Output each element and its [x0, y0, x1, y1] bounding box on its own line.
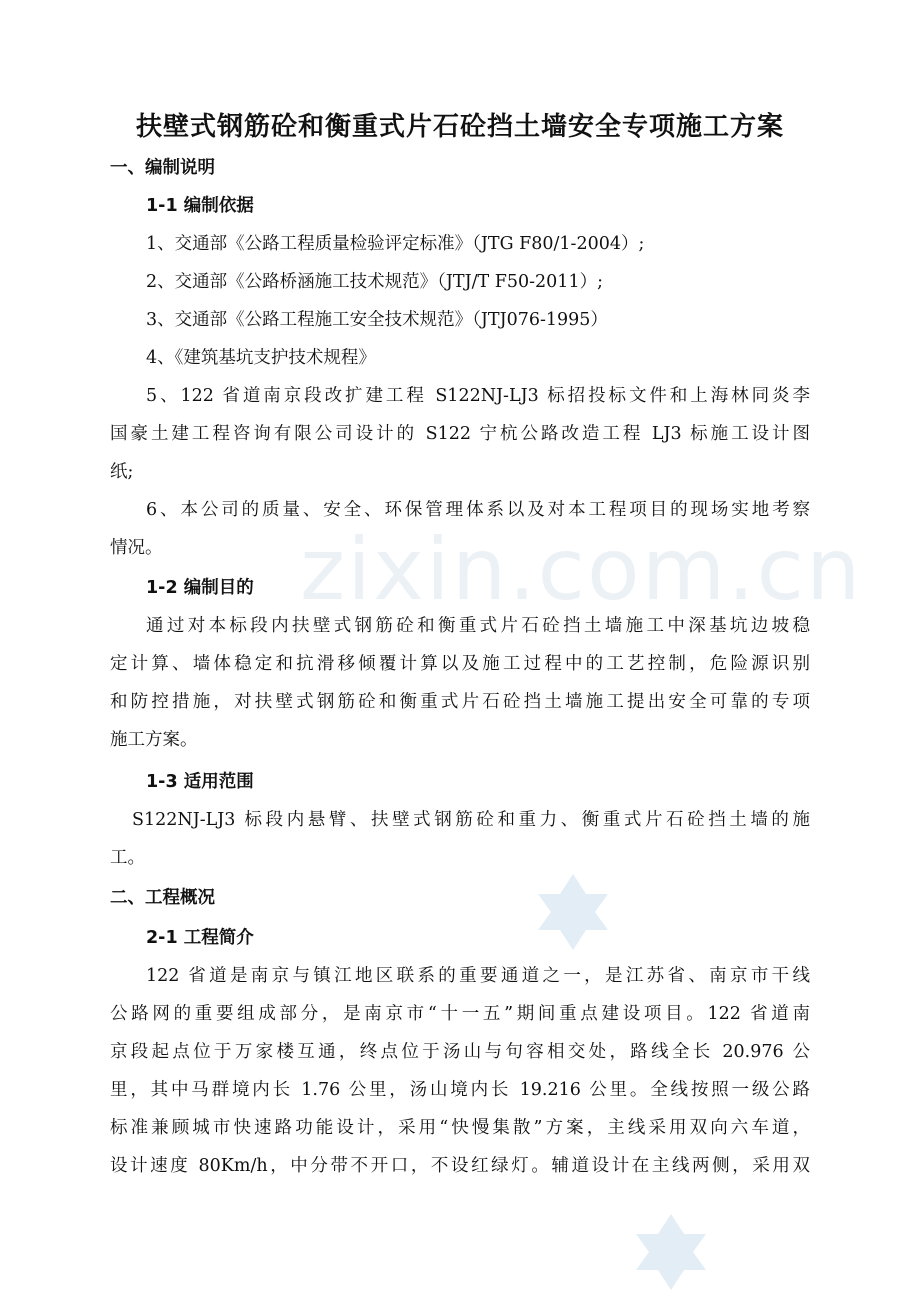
- purpose-line-4: 施工方案。: [110, 730, 198, 750]
- intro-line-6: 设计速度 80Km/h，中分带不开口，不设红绿灯。辅道设计在主线两侧，采用双: [110, 1156, 810, 1176]
- intro-line-3: 京段起点位于万家楼互通，终点位于汤山与句容相交处，路线全长 20.976 公: [110, 1042, 810, 1062]
- basis-item-6-line-2: 情况。: [110, 538, 163, 558]
- basis-item-4: 4、《建筑基坑支护技术规程》: [146, 348, 376, 368]
- section2-heading: 二、工程概况: [110, 888, 215, 908]
- basis-item-6-line-1: 6、本公司的质量、安全、环保管理体系以及对本工程项目的现场实地考察: [146, 500, 810, 520]
- purpose-line-1: 通过对本标段内扶壁式钢筋砼和衡重式片石砼挡土墙施工中深基坑边坡稳: [146, 616, 810, 636]
- watermark-snowflake-icon-2: [626, 1212, 716, 1292]
- purpose-line-2: 定计算、墙体稳定和抗滑移倾覆计算以及施工过程中的工艺控制，危险源识别: [110, 654, 810, 674]
- section1-sub1-heading: 1-1 编制依据: [146, 196, 254, 216]
- section1-heading: 一、编制说明: [110, 158, 215, 178]
- basis-item-1: 1、交通部《公路工程质量检验评定标准》（JTG F80/1-2004）;: [146, 234, 645, 254]
- intro-line-4: 里，其中马群境内长 1.76 公里，汤山境内长 19.216 公里。全线按照一级公路: [110, 1080, 810, 1100]
- watermark-text: zixin.com.cn: [300, 520, 863, 620]
- scope-line-1: S122NJ-LJ3 标段内悬臂、扶壁式钢筋砼和重力、衡重式片石砼挡土墙的施: [132, 810, 810, 830]
- section2-sub1-heading: 2-1 工程简介: [146, 928, 254, 948]
- watermark-snowflake-icon: [528, 872, 618, 952]
- intro-line-5: 标准兼顾城市快速路功能设计，采用“快慢集散”方案，主线采用双向六车道，: [110, 1118, 810, 1138]
- scope-line-2: 工。: [110, 848, 145, 868]
- basis-item-3: 3、交通部《公路工程施工安全技术规范》（JTJ076-1995）: [146, 310, 608, 330]
- basis-item-5-line-3: 纸;: [110, 462, 134, 482]
- basis-item-5-line-1: 5、122 省道南京段改扩建工程 S122NJ-LJ3 标招投标文件和上海林同炎李: [146, 386, 810, 406]
- section1-sub2-heading: 1-2 编制目的: [146, 578, 254, 598]
- intro-line-1: 122 省道是南京与镇江地区联系的重要通道之一，是江苏省、南京市干线: [146, 966, 810, 986]
- section1-sub3-heading: 1-3 适用范围: [146, 772, 254, 792]
- basis-item-2: 2、交通部《公路桥涵施工技术规范》（JTJ/T F50-2011）;: [146, 272, 603, 292]
- purpose-line-3: 和防控措施，对扶壁式钢筋砼和衡重式片石砼挡土墙施工提出安全可靠的专项: [110, 692, 810, 712]
- document-title: 扶壁式钢筋砼和衡重式片石砼挡土墙安全专项施工方案: [135, 112, 784, 142]
- basis-item-5-line-2: 国豪土建工程咨询有限公司设计的 S122 宁杭公路改造工程 LJ3 标施工设计图: [110, 424, 810, 444]
- intro-line-2: 公路网的重要组成部分，是南京市“十一五”期间重点建设项目。122 省道南: [110, 1004, 810, 1024]
